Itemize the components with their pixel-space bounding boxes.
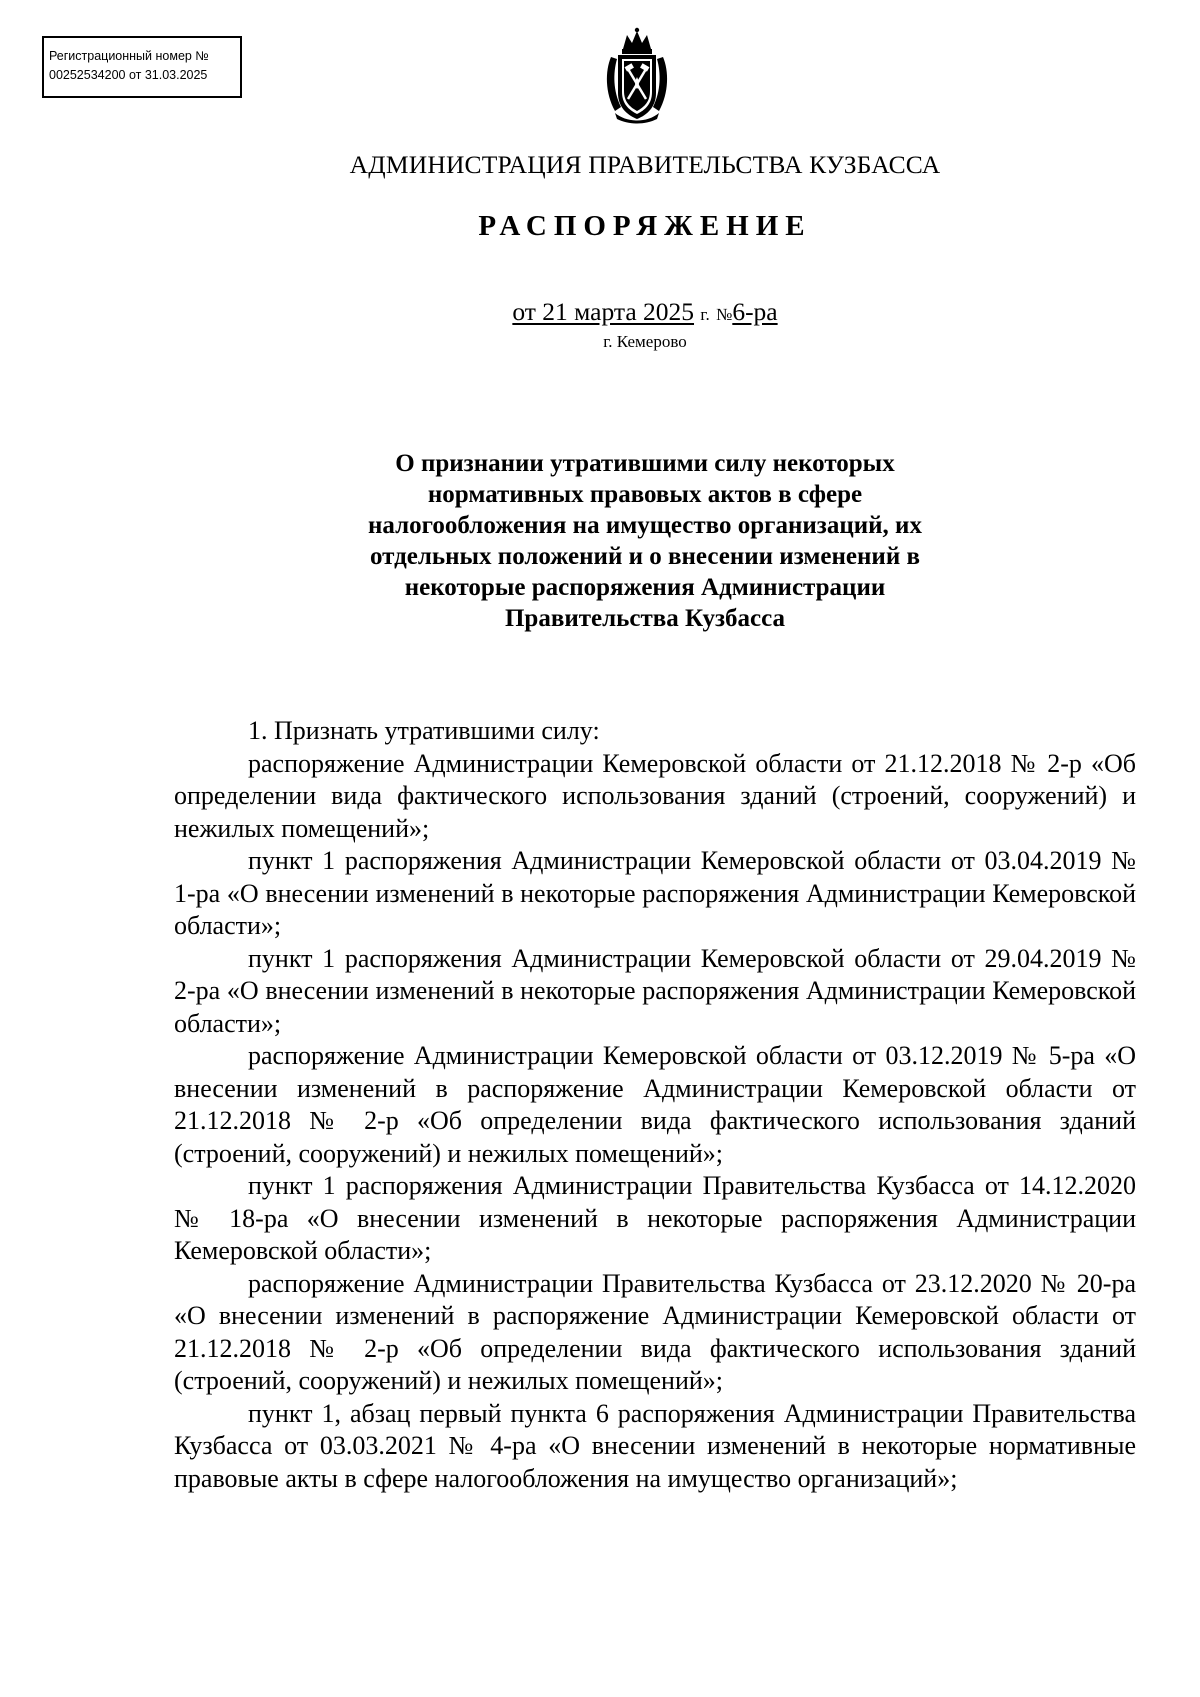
registration-stamp bbox=[42, 36, 242, 98]
body-paragraph: распоряжение Администрации Кемеровской области от 03.12.2019 № 5-ра «О внесении изменений в распоряжение Администрации Кемеровской области от 21.12.2018 № 2-р «Об определении вида фактического использования зданий (строений, сооружений) и нежилых помещений»; bbox=[174, 1041, 1136, 1168]
document-body bbox=[174, 715, 1136, 1495]
organization-title: АДМИНИСТРАЦИЯ ПРАВИТЕЛЬСТВА КУЗБАССА bbox=[349, 150, 941, 179]
subject-line: Правительства Кузбасса bbox=[504, 605, 786, 632]
subject-line: нормативных правовых актов в сфере bbox=[427, 481, 863, 508]
document-type: РАСПОРЯЖЕНИЕ bbox=[478, 210, 812, 242]
city: г. Кемерово bbox=[603, 332, 687, 351]
body-paragraph: пункт 1 распоряжения Администрации Кемеровской области от 29.04.2019 № 2-ра «О внесении изменений в некоторые распоряжения Администрации Кемеровской области»; bbox=[174, 943, 1136, 1038]
subject-line: некоторые распоряжения Администрации bbox=[404, 574, 886, 601]
subject-line: отдельных положений и о внесении изменений в bbox=[370, 543, 920, 570]
kuzbass-coat-of-arms-icon bbox=[601, 27, 673, 125]
subject-line: налогообложения на имущество организаций, их bbox=[368, 512, 922, 539]
registration-label: Регистрационный номер № bbox=[49, 49, 209, 63]
date-number-line bbox=[0, 297, 1200, 327]
document-date: от 21 марта 2025 bbox=[512, 297, 695, 326]
registration-number: 00252534200 от 31.03.2025 bbox=[49, 68, 208, 82]
body-paragraph: пункт 1 распоряжения Администрации Правительства Кузбасса от 14.12.2020 № 18-ра «О внесении изменений в некоторые распоряжения Администрации Кемеровской области»; bbox=[174, 1171, 1136, 1265]
body-paragraph: 1. Признать утратившими силу: bbox=[248, 716, 600, 745]
number-sign: № bbox=[716, 305, 733, 324]
subject-line: О признании утратившими силу некоторых bbox=[395, 450, 895, 477]
document-number: 6-ра bbox=[732, 297, 778, 326]
body-paragraph: пункт 1, абзац первый пункта 6 распоряжения Администрации Правительства Кузбасса от 03.03.2021 № 4-ра «О внесении изменений в некоторые нормативные правовые акты в сфере налогообложения на имущество организаций»; bbox=[174, 1398, 1136, 1493]
body-paragraph: пункт 1 распоряжения Администрации Кемеровской области от 03.04.2019 № 1-ра «О внесении изменений в некоторые распоряжения Администрации Кемеровской области»; bbox=[174, 846, 1136, 940]
year-suffix: г. bbox=[700, 305, 710, 324]
body-paragraph: распоряжение Администрации Правительства Кузбасса от 23.12.2020 № 20-ра «О внесении изменений в распоряжение Администрации Кемеровской области от 21.12.2018 № 2-р «Об определении вида фактического использования зданий (строений, сооружений) и нежилых помещений»; bbox=[174, 1268, 1136, 1395]
document-subject bbox=[300, 448, 990, 634]
body-paragraph: распоряжение Администрации Кемеровской области от 21.12.2018 № 2-р «Об определении вида фактического использования зданий (строений, сооружений) и нежилых помещений»; bbox=[174, 748, 1136, 843]
